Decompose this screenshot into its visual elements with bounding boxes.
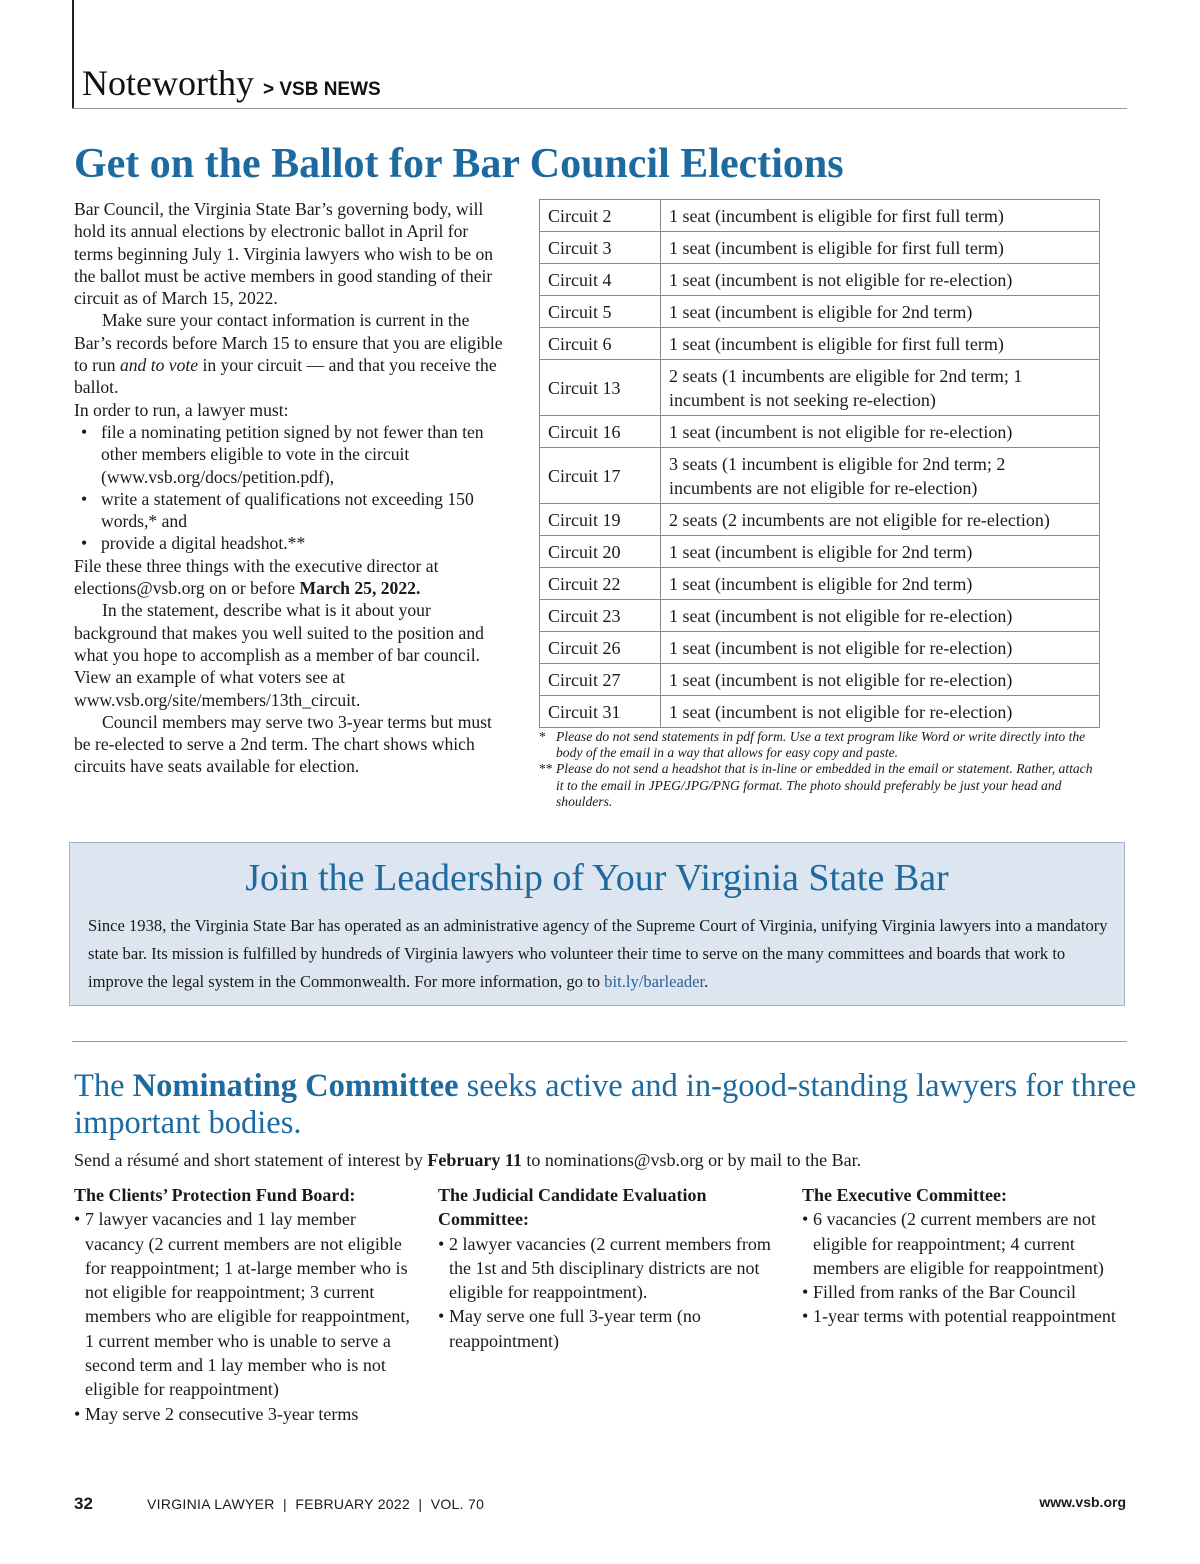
section-name: Noteworthy <box>82 63 254 103</box>
executive-committee-column <box>802 1183 1122 1329</box>
leadership-body <box>88 912 1108 996</box>
list-item <box>438 1232 778 1305</box>
header-divider <box>72 108 1127 109</box>
list-item-text: file a nominating petition signed by not fewer than ten other members eligible to vote in the circuit (www.vsb.org/docs/petition.pdf), <box>101 421 484 487</box>
footnote-marker: * <box>539 729 546 744</box>
list-item-text: 7 lawyer vacancies and 1 lay member vacancy (2 current members are not eligible for reappointment; 1 at-large member who is not eligible for reappointment; 3 current members who are eligible for reappointment, 1 current member who is unable to serve a second term and 1 lay member who is not eligible for reappointment) <box>85 1209 410 1400</box>
circuit-seats-cell: 1 seat (incumbent is eligible for 2nd term) <box>661 536 1100 568</box>
footnote-statement <box>539 729 1099 761</box>
leadership-text: Since 1938, the Virginia State Bar has operated as an administrative agency of the Supreme Court of Virginia, unifying Virginia lawyers into a mandatory state bar. Its mission is fulfilled by hundreds of Virginia lawyers who volunteer their time to serve on the many committees and boards that work to improve the legal system in the Commonwealth. For more information, go to <box>88 916 1108 991</box>
bullet-icon: • <box>81 533 88 554</box>
list-item <box>802 1207 1122 1280</box>
circuit-seats-cell: 1 seat (incumbent is eligible for 2nd term) <box>661 296 1100 328</box>
table-row <box>540 504 1100 536</box>
circuit-name-cell: Circuit 4 <box>540 264 661 296</box>
list-item <box>802 1280 1122 1304</box>
clients-protection-fund-column <box>74 1183 414 1426</box>
list-item <box>802 1304 1122 1328</box>
list-item-text: May serve 2 consecutive 3-year terms <box>85 1403 359 1424</box>
leadership-title: Join the Leadership of Your Virginia State Bar <box>245 857 949 899</box>
list-item <box>74 532 504 554</box>
bullet-icon: • <box>802 1282 809 1303</box>
ballot-p2-emphasis: and to vote <box>119 355 199 376</box>
nominating-title <box>74 1068 1154 1142</box>
circuit-seats-cell: 1 seat (incumbent is not eligible for re-election) <box>661 416 1100 448</box>
circuit-name-cell: Circuit 3 <box>540 232 661 264</box>
list-item-text: 2 lawyer vacancies (2 current members from the 1st and 5th disciplinary districts are not eligible for reappointment). <box>449 1233 771 1303</box>
section-divider <box>72 1041 1127 1042</box>
judicial-candidate-evaluation-column <box>438 1183 778 1353</box>
list-item-text: Filled from ranks of the Bar Council <box>813 1282 1076 1303</box>
filing-text: File these three things with the executive director at elections@vsb.org on or before <box>74 555 439 599</box>
circuit-name-cell: Circuit 20 <box>540 536 661 568</box>
list-item <box>438 1304 778 1353</box>
table-row <box>540 360 1100 416</box>
clients-protection-fund-title: The Clients’ Protection Fund Board: <box>74 1185 356 1205</box>
table-row <box>540 328 1100 360</box>
circuit-seats-table <box>539 199 1100 728</box>
list-item-text: 6 vacancies (2 current members are not eligible for reappointment; 4 current members are eligible for reappointment) <box>813 1209 1104 1278</box>
table-row <box>540 296 1100 328</box>
list-item-text: 1-year terms with potential reappointment <box>813 1306 1116 1327</box>
circuit-name-cell: Circuit 19 <box>540 504 661 536</box>
circuit-seats-cell: 1 seat (incumbent is not eligible for re-election) <box>661 664 1100 696</box>
run-requirements-list <box>74 421 504 555</box>
list-item <box>74 488 504 533</box>
circuit-seats-cell: 1 seat (incumbent is not eligible for re-election) <box>661 696 1100 728</box>
filing-deadline: March 25, 2022. <box>299 578 421 599</box>
nominating-instructions <box>74 1148 1154 1172</box>
bullet-icon: • <box>802 1209 809 1230</box>
nominating-send-text: Send a résumé and short statement of interest by <box>74 1150 428 1170</box>
bullet-icon: • <box>81 421 88 442</box>
header-vertical-rule <box>72 0 74 108</box>
table-row <box>540 232 1100 264</box>
nominating-title-post: seeks active and in-good-standing lawyers for three important bodies. <box>74 1068 1137 1141</box>
ballot-article-body <box>74 198 504 778</box>
circuit-name-cell: Circuit 13 <box>540 360 661 416</box>
table-row <box>540 416 1100 448</box>
footnote-marker: ** <box>539 761 553 777</box>
circuit-name-cell: Circuit 22 <box>540 568 661 600</box>
ballot-paragraph-2 <box>74 309 504 398</box>
ballot-p2-text: Make sure your contact information is current in the Bar’s records before March 15 to ensure that you are eligible to run <box>74 310 503 376</box>
circuit-name-cell: Circuit 23 <box>540 600 661 632</box>
ballot-paragraph-4: Council members may serve two 3-year terms but must be re-elected to serve a 2nd term. The chart shows which circuits have seats available for election. <box>74 711 492 777</box>
footnote-headshot <box>539 761 1099 810</box>
nominating-title-bold: Nominating Committee <box>132 1068 459 1104</box>
bullet-icon: • <box>438 1233 445 1254</box>
footnote-text: Please do not send a headshot that is in-line or embedded in the email or statement. Rather, attach it to the email in JPEG/JPG/PNG format. The photo should preferably be just your head and shoulders. <box>556 761 1093 809</box>
circuit-name-cell: Circuit 16 <box>540 416 661 448</box>
table-row <box>540 664 1100 696</box>
website-link[interactable]: www.vsb.org <box>1039 1494 1126 1510</box>
list-item <box>74 1402 414 1426</box>
circuit-name-cell: Circuit 31 <box>540 696 661 728</box>
table-row <box>540 264 1100 296</box>
circuit-name-cell: Circuit 26 <box>540 632 661 664</box>
ballot-paragraph-3: In the statement, describe what is it about your background that makes you well suited to the position and what you hope to accomplish as a member of bar council. View an example of what voters see at www.vsb.org/site/members/13th_circuit. <box>74 600 484 710</box>
table-row <box>540 536 1100 568</box>
circuit-name-cell: Circuit 27 <box>540 664 661 696</box>
circuit-name-cell: Circuit 5 <box>540 296 661 328</box>
table-row <box>540 448 1100 504</box>
judicial-candidate-evaluation-title: The Judicial Candidate Evaluation Committee: <box>438 1185 707 1230</box>
executive-committee-list <box>802 1207 1122 1328</box>
judicial-candidate-evaluation-list <box>438 1232 778 1353</box>
list-item-text: May serve one full 3-year term (no reappointment) <box>449 1306 701 1351</box>
circuit-seats-cell: 1 seat (incumbent is not eligible for re-election) <box>661 632 1100 664</box>
bullet-icon: • <box>74 1209 81 1230</box>
circuit-seats-cell: 1 seat (incumbent is eligible for first full term) <box>661 328 1100 360</box>
section-header <box>82 60 381 113</box>
circuit-seats-cell: 3 seats (1 incumbent is eligible for 2nd term; 2 incumbents are not eligible for re-election) <box>661 448 1100 504</box>
nominating-deadline: February 11 <box>427 1150 522 1170</box>
table-row <box>540 696 1100 728</box>
page-number: 32 <box>74 1494 93 1513</box>
list-item-text: provide a digital headshot.** <box>101 533 306 554</box>
circuit-seats-cell: 1 seat (incumbent is eligible for 2nd term) <box>661 568 1100 600</box>
leadership-text-end: . <box>704 972 709 991</box>
bullet-icon: • <box>438 1306 445 1327</box>
ballot-article-title: Get on the Ballot for Bar Council Elections <box>74 141 844 187</box>
circuit-seats-cell: 2 seats (1 incumbents are eligible for 2nd term; 1 incumbent is not seeking re-election) <box>661 360 1100 416</box>
ballot-footnotes <box>539 729 1099 810</box>
bullet-icon: • <box>74 1403 81 1424</box>
list-item <box>74 421 504 488</box>
table-row <box>540 568 1100 600</box>
table-row <box>540 600 1100 632</box>
circuit-seats-cell: 2 seats (2 incumbents are not eligible for re-election) <box>661 504 1100 536</box>
bullet-icon: • <box>802 1306 809 1327</box>
table-row <box>540 632 1100 664</box>
list-item <box>74 1207 414 1401</box>
publication-info: VIRGINIA LAWYER | FEBRUARY 2022 | VOL. 70 <box>147 1496 485 1512</box>
ballot-paragraph-1: Bar Council, the Virginia State Bar’s governing body, will hold its annual elections by electronic ballot in April for terms beginning July 1. Virginia lawyers who wish to be on the ballot must be active members in good standing of their circuit as of March 15, 2022. <box>74 199 494 309</box>
list-item-text: write a statement of qualifications not exceeding 150 words,* and <box>101 488 474 532</box>
table-row <box>540 200 1100 232</box>
circuit-seats-cell: 1 seat (incumbent is eligible for first full term) <box>661 232 1100 264</box>
ballot-p2-text-end: in your circuit — and that you receive the ballot. <box>74 355 497 398</box>
circuit-seats-cell: 1 seat (incumbent is not eligible for re-election) <box>661 600 1100 632</box>
leadership-link[interactable]: bit.ly/barleader <box>604 972 705 991</box>
section-subname: > VSB NEWS <box>262 79 381 100</box>
nominating-title-pre: The <box>74 1068 133 1104</box>
bullet-icon: • <box>81 488 88 509</box>
circuit-seats-cell: 1 seat (incumbent is eligible for first full term) <box>661 200 1100 232</box>
circuit-name-cell: Circuit 17 <box>540 448 661 504</box>
run-requirements-intro: In order to run, a lawyer must: <box>74 399 289 420</box>
filing-instructions <box>74 555 504 600</box>
circuit-name-cell: Circuit 6 <box>540 328 661 360</box>
nominating-send-text-end: to nominations@vsb.org or by mail to the Bar. <box>521 1150 862 1170</box>
clients-protection-fund-list <box>74 1207 414 1426</box>
circuit-seats-cell: 1 seat (incumbent is not eligible for re-election) <box>661 264 1100 296</box>
executive-committee-title: The Executive Committee: <box>802 1185 1007 1205</box>
footnote-text: Please do not send statements in pdf form. Use a text program like Word or write directly into the body of the email in a way that allows for easy copy and paste. <box>556 729 1086 761</box>
circuit-name-cell: Circuit 2 <box>540 200 661 232</box>
